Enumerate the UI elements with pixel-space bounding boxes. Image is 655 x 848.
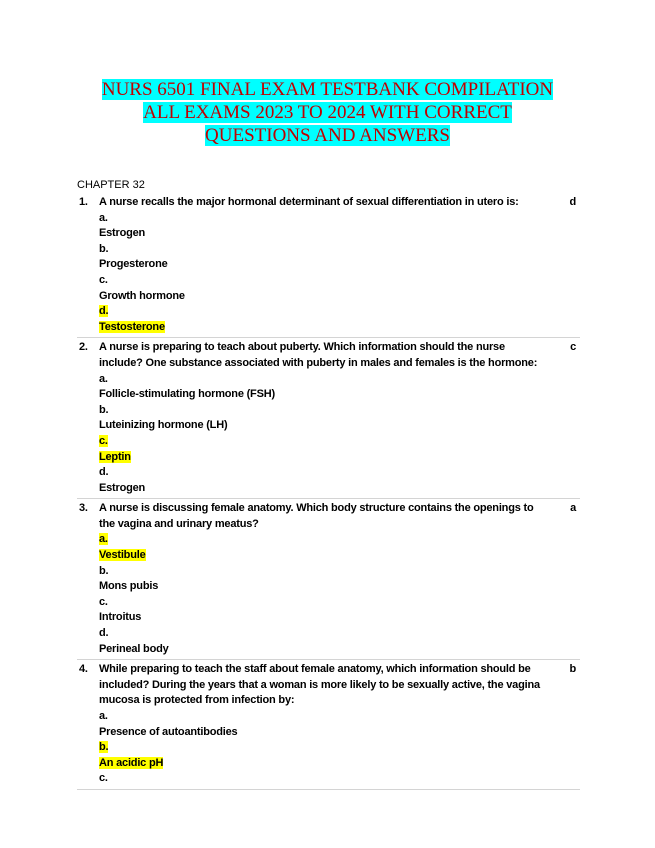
option-text: Estrogen — [99, 481, 146, 494]
title-line-3: QUESTIONS AND ANSWERS — [205, 125, 450, 146]
chapter-heading: CHAPTER 32 — [77, 179, 145, 191]
option-text: Progesterone — [99, 258, 168, 271]
option-text: Estrogen — [99, 227, 146, 240]
correct-option-text: Vestibule — [99, 549, 146, 562]
question-3 — [77, 499, 580, 660]
option-letter: b. — [99, 242, 109, 255]
option-letter: b. — [99, 403, 109, 416]
correct-answer: d — [569, 196, 576, 208]
option-letter: a. — [99, 211, 108, 224]
option-letter: d. — [99, 627, 109, 640]
question-2 — [77, 338, 580, 499]
question-text: A nurse is preparing to teach about puberty. Which information should the nurse include? One substance associated with puberty in males and females is the hormone: — [99, 341, 538, 369]
question-4 — [77, 660, 580, 790]
question-text: A nurse is discussing female anatomy. Which body structure contains the openings to the vagina and urinary meatus? — [99, 502, 534, 530]
title-line-2: ALL EXAMS 2023 TO 2024 WITH CORRECT — [143, 102, 512, 123]
correct-answer: a — [570, 502, 576, 515]
option-letter: d. — [99, 466, 109, 479]
question-number: 4. — [79, 663, 88, 676]
option-letter: c. — [99, 772, 108, 785]
question-text: A nurse recalls the major hormonal determinant of sexual differentiation in utero is: — [99, 196, 519, 208]
option-text: Introitus — [99, 611, 142, 624]
option-letter: b. — [99, 564, 109, 577]
correct-option-text: Testosterone — [99, 320, 165, 333]
option-text: Luteinizing hormone (LH) — [99, 419, 228, 432]
option-letter: c. — [99, 273, 108, 286]
correct-option-letter: c. — [99, 434, 108, 447]
question-number: 3. — [79, 502, 88, 515]
option-text: Perineal body — [99, 642, 169, 655]
correct-option-text: Leptin — [99, 450, 131, 463]
option-text: Presence of autoantibodies — [99, 725, 238, 738]
question-list — [77, 193, 580, 790]
correct-option-letter: a. — [99, 533, 108, 546]
correct-answer: c — [570, 341, 576, 354]
option-text: Mons pubis — [99, 580, 159, 593]
option-letter: c. — [99, 595, 108, 608]
option-letter: a. — [99, 372, 108, 385]
correct-option-letter: b. — [99, 741, 109, 754]
option-letter: a. — [99, 710, 108, 722]
option-text: Growth hormone — [99, 289, 185, 302]
question-text: While preparing to teach the staff about female anatomy, which information should be included? During the years that a woman is more likely to be sexually active, the vagina mucosa is protected from infection by: — [99, 663, 540, 707]
option-text: Follicle-stimulating hormone (FSH) — [99, 388, 275, 401]
correct-answer: b — [569, 663, 576, 676]
correct-option-text: An acidic pH — [99, 756, 164, 769]
question-1 — [77, 193, 580, 338]
title-line-1: NURS 6501 FINAL EXAM TESTBANK COMPILATION — [101, 79, 554, 100]
question-number: 2. — [79, 341, 88, 354]
question-number: 1. — [79, 196, 88, 208]
document-title — [0, 78, 655, 147]
correct-option-letter: d. — [99, 305, 109, 318]
